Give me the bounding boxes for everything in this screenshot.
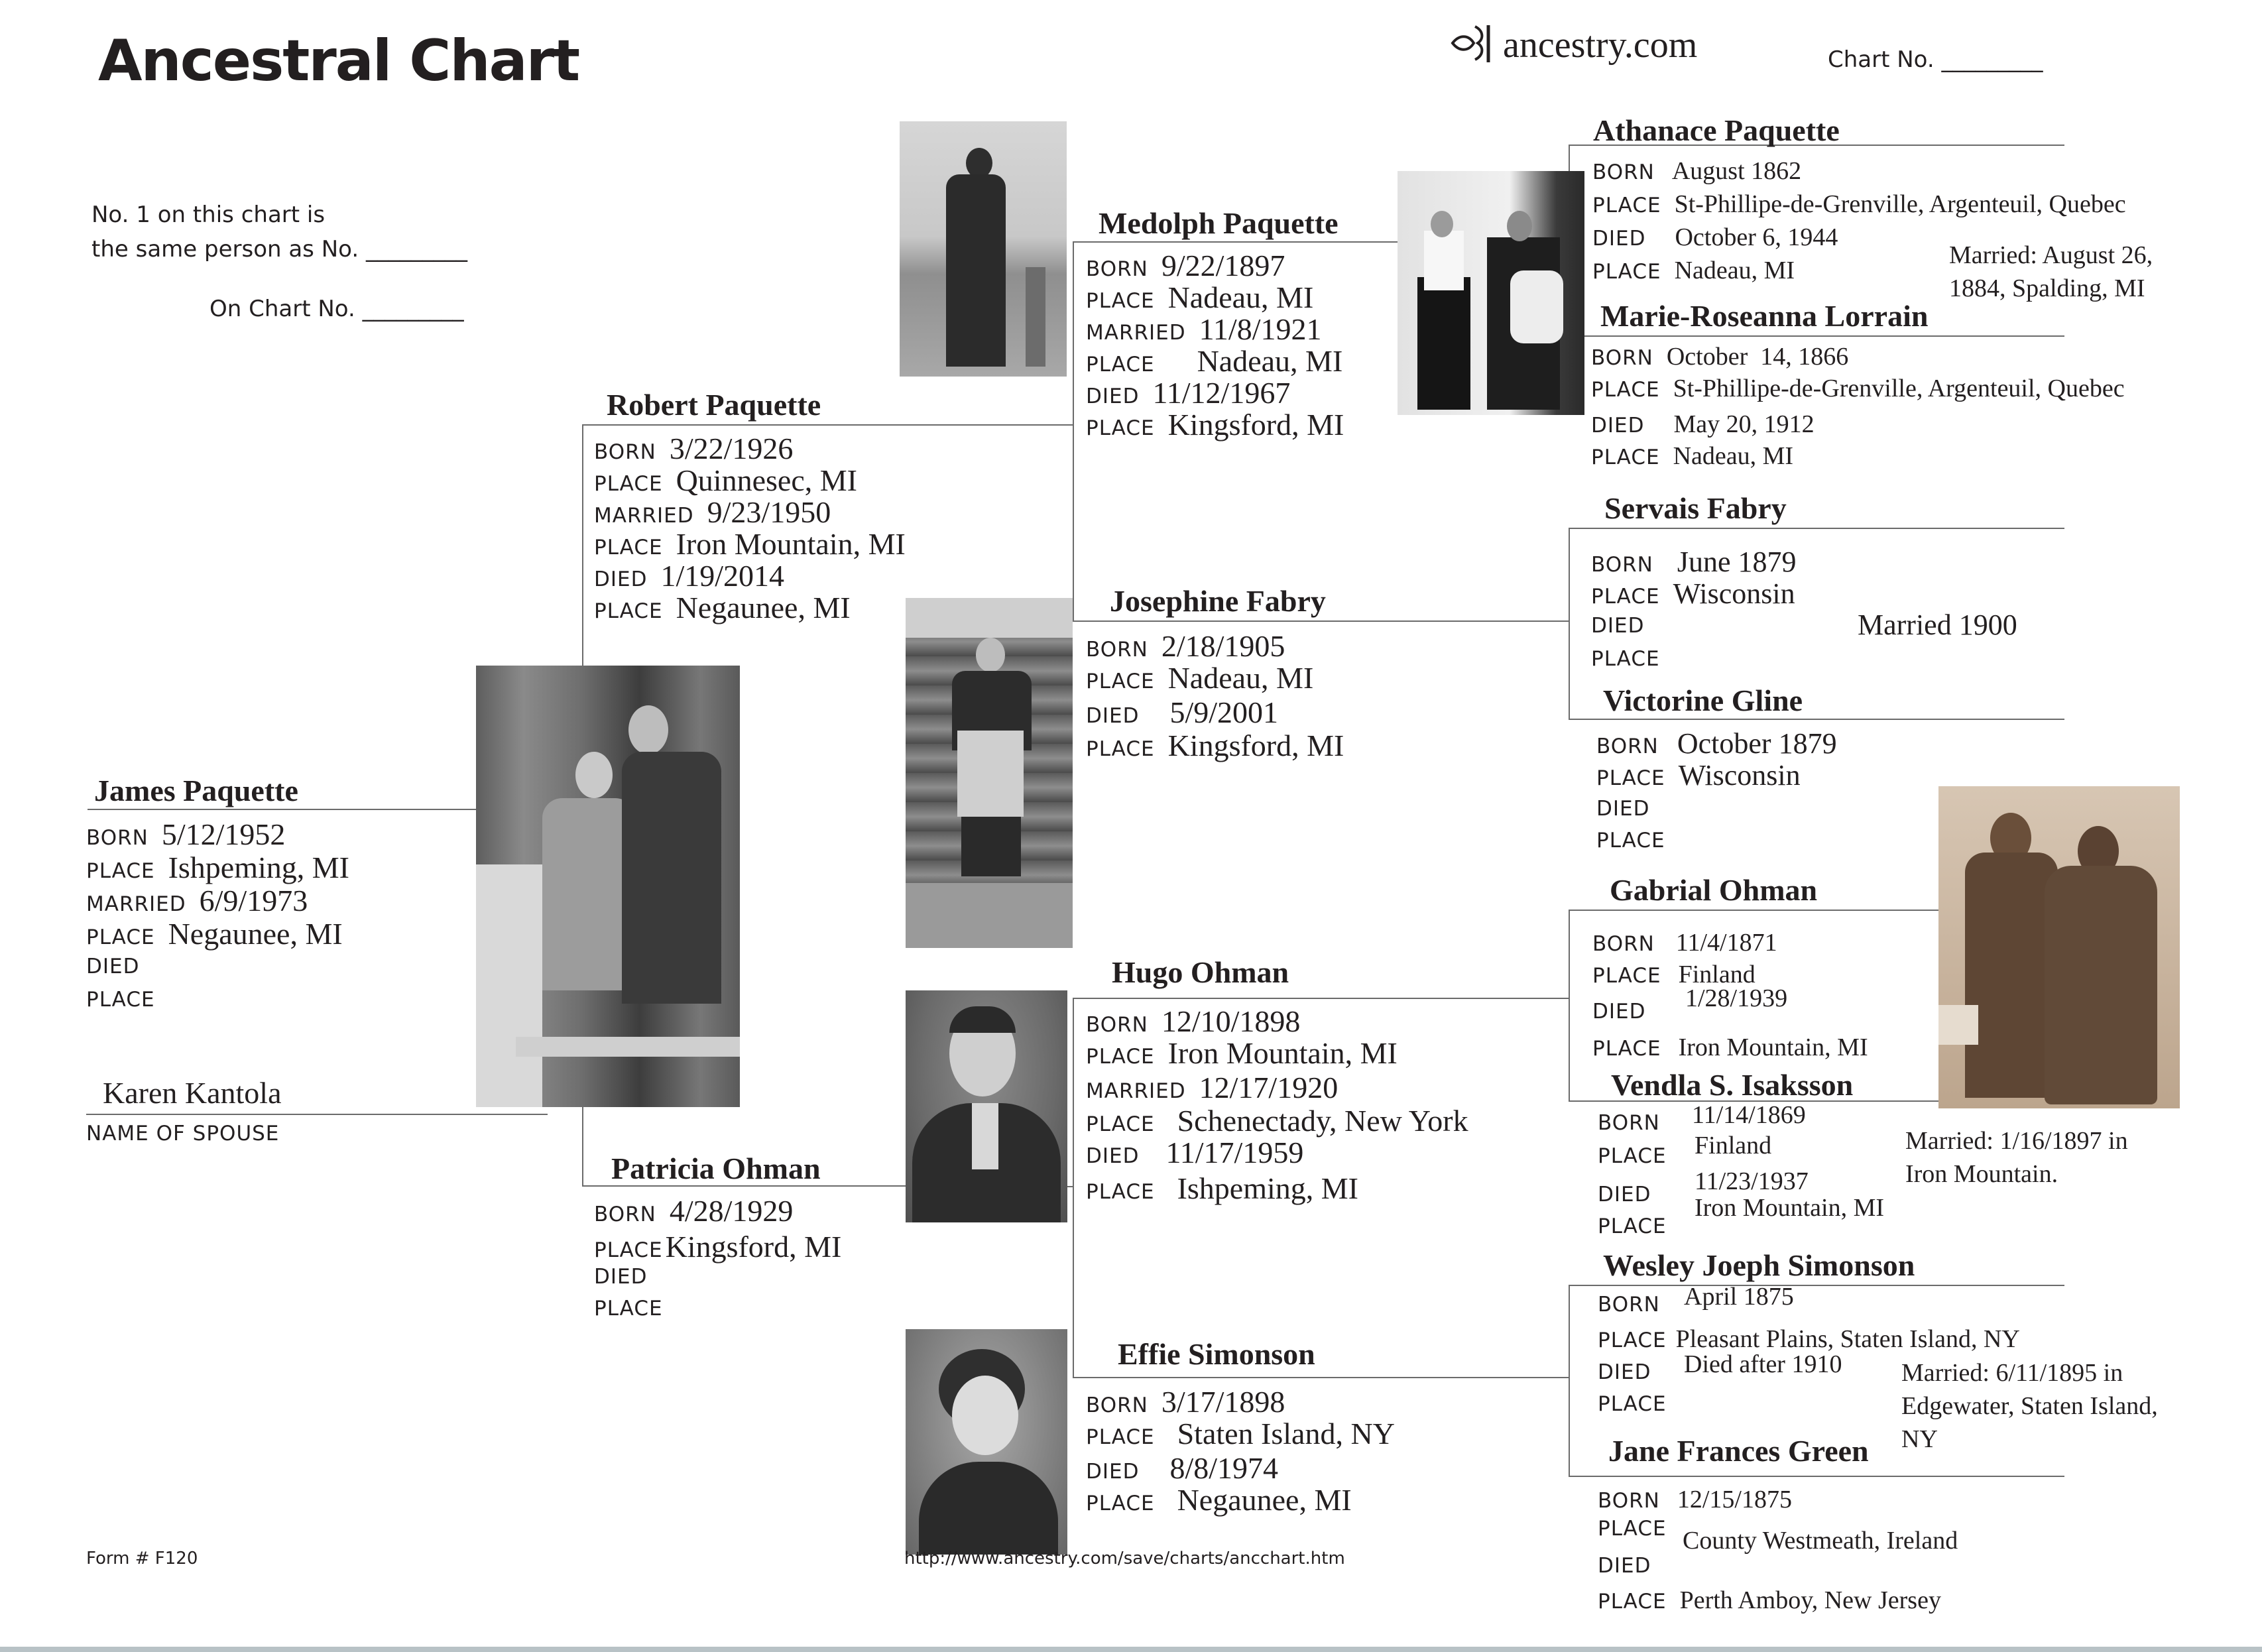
marriage-note-line: Married: 6/11/1895 in — [1901, 1359, 2123, 1387]
place-label: PLACE — [86, 988, 155, 1012]
born-label: BORN — [1596, 735, 1659, 758]
married-label: MARRIED — [1086, 321, 1186, 345]
p11-born-place-row — [1596, 758, 1801, 792]
footer-url[interactable]: http://www.ancestry.com/save/charts/ancchart.htm — [904, 1549, 1345, 1568]
p9-born-row — [1591, 342, 1848, 371]
p3-died-place-row — [594, 1297, 663, 1321]
p10-died-place-row — [1591, 647, 1660, 671]
p2-born-place-row — [594, 463, 857, 498]
marriage-note-line: NY — [1901, 1425, 1938, 1453]
marriage-note-line: Iron Mountain. — [1905, 1160, 2058, 1188]
died-label: DIED — [1598, 1183, 1651, 1207]
place-label: PLACE — [86, 925, 155, 949]
place-label: PLACE — [1596, 829, 1665, 853]
born-label: BORN — [1086, 1013, 1148, 1037]
p14-p15-marriage-note — [1901, 1356, 2158, 1456]
page-title: Ancestral Chart — [98, 28, 579, 94]
p14-born-row — [1598, 1293, 1660, 1317]
p6-married-place-row — [1086, 1103, 1468, 1138]
p9-name-line — [1583, 335, 2064, 337]
ancestry-logo — [1449, 23, 1697, 67]
portrait-josephine-fabry — [906, 598, 1073, 948]
p4-died-row — [1086, 375, 1290, 410]
p8-died-place-row — [1592, 256, 1795, 285]
p8-born-place-row — [1592, 190, 2126, 219]
place-label: PLACE — [1592, 964, 1661, 988]
p12-born-place-value: Finland — [1678, 961, 1756, 988]
p2-born-value: 3/22/1926 — [669, 432, 794, 465]
p14-name-line — [1569, 1285, 2064, 1286]
p3-born-row — [594, 1193, 793, 1228]
p7-died-row — [1086, 1450, 1278, 1486]
spouse-line — [86, 1114, 548, 1115]
p4-born-place-row — [1086, 280, 1313, 315]
married-label: MARRIED — [1086, 1079, 1186, 1103]
place-label: PLACE — [1598, 1590, 1667, 1614]
p11-born-value: October 1879 — [1677, 727, 1837, 760]
died-label: DIED — [1598, 1554, 1651, 1578]
p13-died-place-value: Iron Mountain, MI — [1695, 1194, 1885, 1222]
p5-died-place-value: Kingsford, MI — [1167, 729, 1344, 762]
born-label: BORN — [1592, 160, 1655, 184]
p13-born-place-row — [1598, 1144, 1667, 1168]
p15-died-row — [1598, 1554, 1651, 1578]
portrait-hugo-ohman — [906, 990, 1067, 1222]
place-label: PLACE — [1596, 766, 1665, 790]
place-label: PLACE — [594, 1297, 663, 1321]
born-label: BORN — [1592, 932, 1655, 956]
p5-born-place-row — [1086, 660, 1313, 695]
born-label: BORN — [1086, 257, 1148, 281]
p13-died-place-row — [1598, 1214, 1667, 1238]
place-label: PLACE — [594, 472, 663, 496]
p5-born-place-value: Nadeau, MI — [1167, 661, 1314, 695]
place-label: PLACE — [1591, 647, 1660, 671]
p14-born-place-value: Pleasant Plains, Staten Island, NY — [1675, 1325, 2020, 1353]
p3-died-row — [594, 1265, 647, 1289]
born-label: BORN — [1086, 638, 1148, 662]
p6-died-row — [1086, 1135, 1303, 1170]
p9-name: Marie-Roseanna Lorrain — [1600, 299, 1929, 333]
p15-born-place-value: County Westmeath, Ireland — [1683, 1527, 1958, 1555]
form-number: Form # F120 — [86, 1549, 198, 1568]
place-label: PLACE — [1598, 1392, 1667, 1416]
p4-married-place-row — [1086, 343, 1342, 379]
born-label: BORN — [594, 440, 656, 464]
p1-married-place-row — [86, 916, 343, 951]
p1-born-place-value: Ishpeming, MI — [168, 851, 349, 884]
p15-name: Jane Frances Green — [1608, 1434, 1869, 1468]
place-label: PLACE — [1598, 1328, 1667, 1352]
gen4-bracket-4 — [1569, 1285, 1570, 1476]
p6-died-place-value: Ishpeming, MI — [1177, 1171, 1358, 1205]
p15-died-place-row — [1598, 1586, 1941, 1615]
p6-married-place-value: Schenectady, New York — [1177, 1104, 1468, 1138]
p5-died-place-row — [1086, 728, 1344, 763]
born-label: BORN — [1086, 1393, 1148, 1417]
place-label: PLACE — [1591, 378, 1660, 402]
p1-name: James Paquette — [94, 774, 298, 807]
p9-born-place-row — [1591, 374, 2125, 403]
died-label: DIED — [594, 1265, 648, 1289]
p10-born-place-value: Wisconsin — [1673, 577, 1795, 610]
p14-name: Wesley Joeph Simonson — [1603, 1248, 1915, 1282]
died-label: DIED — [1591, 614, 1645, 638]
p9-born-value: October 14, 1866 — [1666, 343, 1849, 371]
p10-name: Servais Fabry — [1604, 491, 1787, 525]
p4-married-place-value: Nadeau, MI — [1197, 344, 1343, 378]
place-label: PLACE — [1086, 416, 1155, 440]
died-label: DIED — [594, 567, 648, 591]
place-label: PLACE — [1086, 1180, 1155, 1204]
died-label: DIED — [1086, 1460, 1140, 1484]
p2-name-line — [582, 424, 1074, 426]
p10-p11-marriage-note: Married 1900 — [1858, 609, 2017, 641]
p7-name: Effie Simonson — [1118, 1337, 1315, 1371]
p9-born-place-value: St-Phillipe-de-Grenville, Argenteuil, Quebec — [1673, 375, 2125, 402]
p4-name-line — [1073, 241, 1398, 243]
p3-connector — [1067, 1186, 1074, 1187]
p4-married-value: 11/8/1921 — [1199, 312, 1322, 346]
p15-born-row — [1598, 1485, 1792, 1514]
p14-died-place-row — [1598, 1392, 1667, 1416]
portrait-effie-simonson — [906, 1329, 1067, 1555]
place-label: PLACE — [1086, 289, 1155, 313]
p2-died-place-row — [594, 590, 851, 625]
married-label: MARRIED — [594, 504, 694, 528]
died-label: DIED — [1598, 1360, 1651, 1384]
died-label: DIED — [1596, 797, 1650, 821]
p11-born-row — [1596, 727, 1837, 760]
place-label: PLACE — [594, 536, 663, 560]
place-label: PLACE — [1086, 353, 1155, 377]
p3-born-place-value: Kingsford, MI — [665, 1230, 842, 1264]
p11-born-place-value: Wisconsin — [1678, 759, 1801, 792]
p13-died-value: 11/23/1937 — [1695, 1167, 1809, 1195]
born-label: BORN — [1591, 553, 1653, 577]
p7-born-place-value: Staten Island, NY — [1177, 1417, 1395, 1450]
p2-born-row — [594, 431, 793, 466]
p10-died-row — [1591, 614, 1644, 638]
p4-born-row — [1086, 248, 1285, 283]
p2-died-place-value: Negaunee, MI — [676, 591, 851, 624]
p12-name: Gabrial Ohman — [1610, 873, 1818, 907]
p6-born-row — [1086, 1004, 1300, 1039]
place-label: PLACE — [594, 599, 663, 623]
p7-died-place-row — [1086, 1482, 1352, 1517]
p6-born-place-row — [1086, 1035, 1398, 1071]
chart-number-field[interactable]: Chart No. _________ — [1828, 46, 2043, 73]
p1-died-row — [86, 955, 139, 978]
p15-born-place-row — [1598, 1517, 1667, 1541]
p13-name: Vendla S. Isaksson — [1611, 1068, 1854, 1102]
born-label: BORN — [1598, 1489, 1660, 1513]
p7-born-row — [1086, 1384, 1285, 1419]
p11-name-line — [1569, 719, 2064, 720]
p13-born-place-value: Finland — [1695, 1132, 1772, 1159]
p7-born-place-row — [1086, 1416, 1395, 1451]
p2-name: Robert Paquette — [607, 388, 821, 422]
name-of-spouse-label: NAME OF SPOUSE — [86, 1122, 280, 1146]
marriage-note-line: Married: 1/16/1897 in — [1905, 1127, 2128, 1155]
marriage-note-line: Edgewater, Staten Island, — [1901, 1392, 2158, 1420]
p8-died-place-value: Nadeau, MI — [1674, 257, 1795, 284]
p14-died-value: Died after 1910 — [1684, 1350, 1842, 1378]
p1-married-row — [86, 883, 308, 918]
p11-died-row — [1596, 797, 1649, 821]
died-label: DIED — [1086, 1144, 1140, 1168]
p14-born-value: April 1875 — [1684, 1283, 1794, 1311]
p1-died-place-row — [86, 988, 155, 1012]
portrait-medolph-paquette — [900, 121, 1067, 377]
place-label: PLACE — [1591, 585, 1660, 609]
p12-died-place-value: Iron Mountain, MI — [1678, 1033, 1868, 1061]
p6-born-value: 12/10/1898 — [1161, 1004, 1301, 1038]
place-label: PLACE — [1086, 737, 1155, 761]
p9-died-place-row — [1591, 442, 1793, 471]
p2-married-place-row — [594, 526, 906, 561]
p6-name-line — [1073, 998, 1569, 999]
wedding-photo-robert-patricia — [476, 666, 740, 1107]
p10-born-value: June 1879 — [1677, 546, 1797, 578]
died-label: DIED — [1592, 227, 1646, 251]
p2-married-value: 9/23/1950 — [707, 495, 831, 529]
p8-p9-marriage-note — [1949, 239, 2153, 305]
p4-died-place-value: Kingsford, MI — [1167, 408, 1344, 442]
p4-married-row — [1086, 312, 1322, 347]
p15-born-value: 12/15/1875 — [1677, 1486, 1792, 1513]
p2-died-value: 1/19/2014 — [660, 559, 785, 593]
place-label: PLACE — [1086, 1045, 1155, 1069]
p1-born-row — [86, 817, 285, 852]
p12-died-place-row — [1592, 1033, 1868, 1062]
place-label: PLACE — [1592, 260, 1661, 284]
p7-died-place-value: Negaunee, MI — [1177, 1483, 1352, 1517]
p4-died-place-row — [1086, 407, 1344, 442]
p12-born-row — [1592, 928, 1777, 957]
p3-born-place-row — [594, 1229, 841, 1264]
p5-name-line — [1073, 620, 1569, 622]
p2-born-place-value: Quinnesec, MI — [676, 463, 857, 497]
ancestry-leaf-icon — [1449, 23, 1499, 67]
marriage-note-line: Married: August 26, — [1949, 241, 2153, 269]
p4-died-value: 11/12/1967 — [1152, 376, 1291, 410]
place-label: PLACE — [1592, 1037, 1661, 1061]
logo-text: ancestry.com — [1503, 24, 1698, 66]
p7-born-value: 3/17/1898 — [1161, 1385, 1285, 1419]
p15-name-line — [1569, 1476, 2064, 1477]
place-label: PLACE — [1086, 1425, 1155, 1449]
place-label: PLACE — [1086, 670, 1155, 693]
p6-name: Hugo Ohman — [1112, 955, 1289, 989]
p5-died-value: 5/9/2001 — [1169, 695, 1279, 729]
marriage-note-line: 1884, Spalding, MI — [1949, 274, 2145, 302]
place-label: PLACE — [1598, 1144, 1667, 1168]
p10-born-place-row — [1591, 577, 1795, 611]
p8-born-row — [1592, 156, 1801, 186]
p13-born-row — [1598, 1111, 1660, 1135]
p1-married-place-value: Negaunee, MI — [168, 917, 343, 951]
p7-name-line — [1073, 1377, 1569, 1378]
p1-born-place-row — [86, 850, 349, 885]
died-label: DIED — [1592, 1000, 1646, 1024]
p5-died-row — [1086, 695, 1278, 730]
p12-p13-marriage-note — [1905, 1124, 2128, 1191]
place-label: PLACE — [1591, 445, 1660, 469]
p10-name-line — [1569, 528, 2064, 529]
p12-died-row — [1592, 1000, 1645, 1024]
p6-died-value: 11/17/1959 — [1165, 1136, 1304, 1169]
died-label: DIED — [1591, 414, 1645, 438]
same-person-field[interactable]: the same person as No. _________ — [91, 236, 467, 263]
p8-born-value: August 1862 — [1671, 157, 1802, 185]
p1-born-value: 5/12/1952 — [161, 817, 286, 851]
p5-born-row — [1086, 628, 1285, 664]
p6-born-place-value: Iron Mountain, MI — [1167, 1036, 1398, 1070]
p1-name-line — [88, 809, 479, 810]
p2-married-row — [594, 495, 831, 530]
p6-married-value: 12/17/1920 — [1199, 1071, 1339, 1104]
place-label: PLACE — [1598, 1214, 1667, 1238]
p11-died-place-row — [1596, 829, 1665, 853]
p3-born-value: 4/28/1929 — [669, 1194, 794, 1228]
married-label: MARRIED — [86, 892, 186, 916]
p13-born-value: 11/14/1869 — [1692, 1101, 1806, 1129]
p9-died-row — [1591, 410, 1815, 439]
p12-born-value: 11/4/1871 — [1675, 929, 1777, 957]
p3-name: Patricia Ohman — [611, 1151, 821, 1185]
p11-name: Victorine Gline — [1603, 683, 1803, 717]
p6-married-row — [1086, 1070, 1338, 1105]
gen4-bracket-3 — [1569, 910, 1570, 1100]
born-label: BORN — [1598, 1293, 1660, 1317]
p9-died-value: May 20, 1912 — [1673, 410, 1815, 438]
p1-married-value: 6/9/1973 — [199, 884, 308, 917]
p12-name-line — [1569, 910, 1940, 911]
p9-died-place-value: Nadeau, MI — [1673, 442, 1794, 470]
on-chart-number-field[interactable]: On Chart No. _________ — [209, 296, 464, 322]
p13-died-row — [1598, 1183, 1651, 1207]
family-photo-athanace-marie — [1398, 171, 1584, 415]
p4-name: Medolph Paquette — [1099, 206, 1339, 240]
intro-line-1: No. 1 on this chart is — [91, 202, 326, 228]
gen3-lower-bracket — [1073, 998, 1074, 1377]
spouse-name: Karen Kantola — [103, 1076, 282, 1110]
p14-died-row — [1598, 1360, 1651, 1384]
p2-died-row — [594, 558, 784, 593]
place-label: PLACE — [594, 1238, 663, 1262]
died-label: DIED — [1086, 384, 1140, 408]
place-label: PLACE — [86, 859, 155, 883]
p5-born-value: 2/18/1905 — [1161, 629, 1285, 663]
place-label: PLACE — [1086, 1112, 1155, 1136]
born-label: BORN — [1591, 346, 1653, 370]
gen3-upper-bracket — [1073, 241, 1074, 620]
p10-born-row — [1591, 545, 1797, 579]
gen4-bracket-2 — [1569, 528, 1570, 719]
wedding-photo-gabrial-vendla — [1938, 786, 2180, 1108]
p8-name: Athanace Paquette — [1593, 113, 1840, 147]
place-label: PLACE — [1598, 1517, 1667, 1541]
place-label: PLACE — [1086, 1492, 1155, 1515]
died-label: DIED — [86, 955, 140, 978]
died-label: DIED — [1086, 704, 1140, 728]
born-label: BORN — [86, 826, 149, 850]
p8-died-row — [1592, 223, 1838, 252]
born-label: BORN — [594, 1203, 656, 1226]
p5-name: Josephine Fabry — [1110, 584, 1326, 618]
bottom-border — [0, 1647, 2262, 1652]
p8-died-value: October 6, 1944 — [1675, 223, 1838, 251]
p4-born-value: 9/22/1897 — [1161, 249, 1285, 282]
p12-died-value: 1/28/1939 — [1685, 984, 1788, 1012]
p4-born-place-value: Nadeau, MI — [1167, 280, 1314, 314]
p15-died-place-value: Perth Amboy, New Jersey — [1679, 1586, 1941, 1614]
place-label: PLACE — [1592, 194, 1661, 217]
born-label: BORN — [1598, 1111, 1660, 1135]
p7-died-value: 8/8/1974 — [1169, 1451, 1279, 1485]
p8-born-place-value: St-Phillipe-de-Grenville, Argenteuil, Quebec — [1674, 190, 2126, 218]
p2-married-place-value: Iron Mountain, MI — [676, 527, 906, 561]
p6-died-place-row — [1086, 1171, 1358, 1206]
